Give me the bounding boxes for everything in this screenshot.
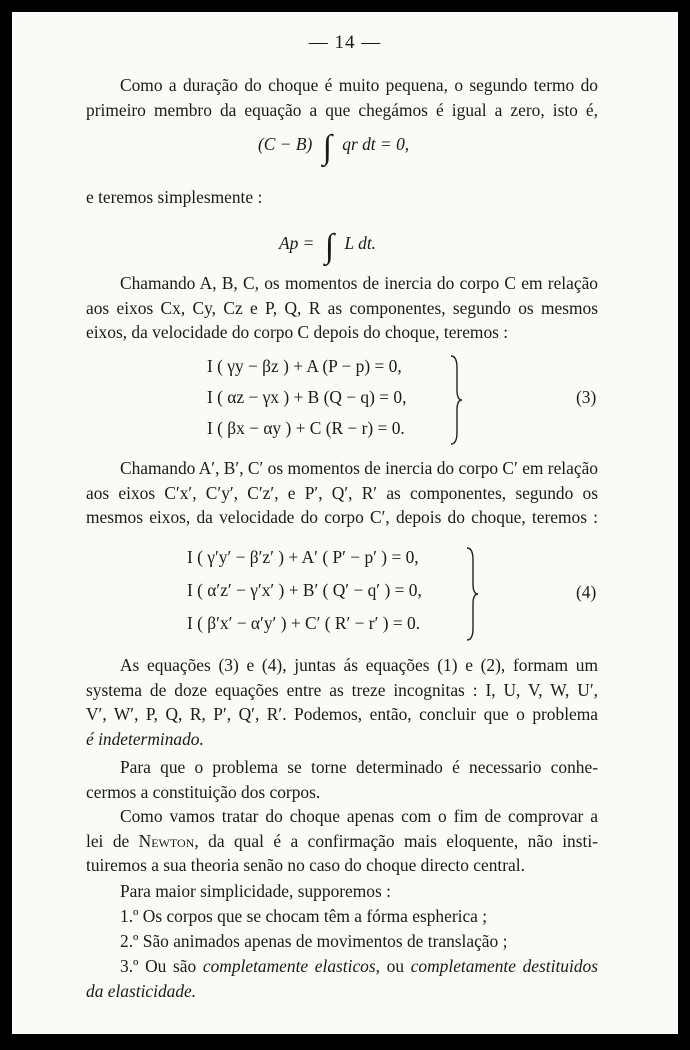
paragraph-line: primeiro membro da equação a que chegámos é igual a zero, isto é, — [86, 99, 598, 120]
paragraph-8 — [86, 879, 598, 904]
text-run: ou — [386, 956, 405, 976]
system-row: I ( γ′y′ − β′z′ ) + A′ ( P′ − p′ ) = 0, — [187, 547, 419, 567]
paragraph-line: As equações (3) e (4), juntas ás equações (1) e (2), formam um — [120, 655, 598, 675]
paragraph-2 — [86, 185, 598, 210]
paragraph-3 — [86, 271, 598, 345]
paragraph-line: Como a duração do choque é muito pequena, o segundo termo do — [120, 75, 598, 95]
integral-sign: ∫ — [324, 228, 335, 265]
eq-left: Ap = — [279, 233, 315, 253]
equation-label: (3) — [576, 387, 597, 407]
page-number: — 14 — — [308, 32, 382, 53]
text-run: 3.º Ou são — [120, 956, 197, 976]
right-brace — [464, 546, 480, 642]
paragraph-line: eixos, da velocidade do corpo C depois do choque, teremos : — [86, 322, 509, 342]
paragraph-line: aos eixos Cx, Cy, Cz e P, Q, R as componentes, segundo os mesmos — [86, 297, 598, 318]
paragraph-line: aos eixos C′x′, C′y′, C′z′, e P′, Q′, R′ as componentes, segundo os — [86, 482, 598, 503]
paragraph-line — [86, 829, 598, 854]
eq-right: qr dt = 0, — [342, 134, 410, 154]
paragraph-4 — [86, 456, 598, 530]
paragraph-5 — [86, 653, 598, 751]
text-run-italic: da elasticidade. — [86, 980, 197, 1001]
paragraph-line: Para que o problema se torne determinado é necessario conhe- — [120, 757, 598, 777]
system-row: I ( γy − βz ) + A (P − p) = 0, — [207, 356, 402, 376]
system-row: I ( αz − γx ) + B (Q − q) = 0, — [207, 387, 407, 407]
paragraph-line: Chamando A′, B′, C′ os momentos de inercia do corpo C′ em relação — [120, 458, 598, 478]
paragraph-6 — [86, 755, 598, 804]
text-run-italic: completamente elasticos, — [202, 956, 380, 976]
system-row: I ( βx − αy ) + C (R − r) = 0. — [207, 418, 405, 438]
list-item-text — [86, 979, 598, 1004]
text-run: , da qual é a confirmação mais eloquente, não insti- — [194, 830, 598, 851]
list-item-3 — [86, 954, 598, 1003]
list-item-text — [86, 954, 598, 979]
text-run-italic: completamente destituidos — [410, 956, 598, 976]
system-row: I ( α′z′ − γ′x′ ) + B′ ( Q′ − q′ ) = 0, — [187, 580, 422, 600]
author-name: Newton — [138, 830, 195, 851]
paragraph-line: e teremos simplesmente : — [86, 187, 263, 207]
list-item-1 — [86, 904, 598, 929]
book-page — [12, 12, 678, 1034]
equation-2 — [279, 228, 376, 266]
paragraph-line: Chamando A, B, C, os momentos de inercia do corpo C em relação — [120, 273, 598, 293]
paragraph-7 — [86, 804, 598, 878]
paragraph-1 — [86, 73, 598, 122]
list-item-2 — [86, 929, 598, 954]
system-row: I ( β′x′ − α′y′ ) + C′ ( R′ − r′ ) = 0. — [187, 613, 421, 633]
equation-1 — [258, 129, 409, 167]
paragraph-line: cermos a constituição dos corpos. — [86, 781, 321, 802]
paragraph-line: systema de doze equações entre as treze incognitas : I, U, V, W, U′, — [86, 679, 598, 700]
list-item-text: 1.º Os corpos que se chocam têm a fórma espherica ; — [120, 906, 488, 926]
paragraph-line: tuiremos a sua theoria senão no caso do choque directo central. — [86, 855, 525, 875]
integral-sign: ∫ — [322, 129, 332, 166]
text-run: lei de — [86, 830, 130, 851]
paragraph-line: Para maior simplicidade, supporemos : — [120, 881, 391, 901]
paragraph-line: é indeterminado. — [86, 728, 204, 749]
right-brace — [448, 354, 464, 446]
eq-left: (C − B) — [258, 134, 313, 154]
paragraph-line: mesmos eixos, da velocidade do corpo C′, depois do choque, teremos : — [86, 507, 598, 527]
list-item-text: 2.º São animados apenas de movimentos de translação ; — [120, 931, 508, 951]
eq-right: L dt. — [344, 233, 377, 253]
paragraph-line: Como vamos tratar do choque apenas com o fim de comprovar a — [120, 806, 598, 826]
equation-label: (4) — [576, 582, 597, 602]
paragraph-line: V′, W′, P, Q, R, P′, Q′, R′. Podemos, então, concluir que o problema — [86, 704, 598, 724]
